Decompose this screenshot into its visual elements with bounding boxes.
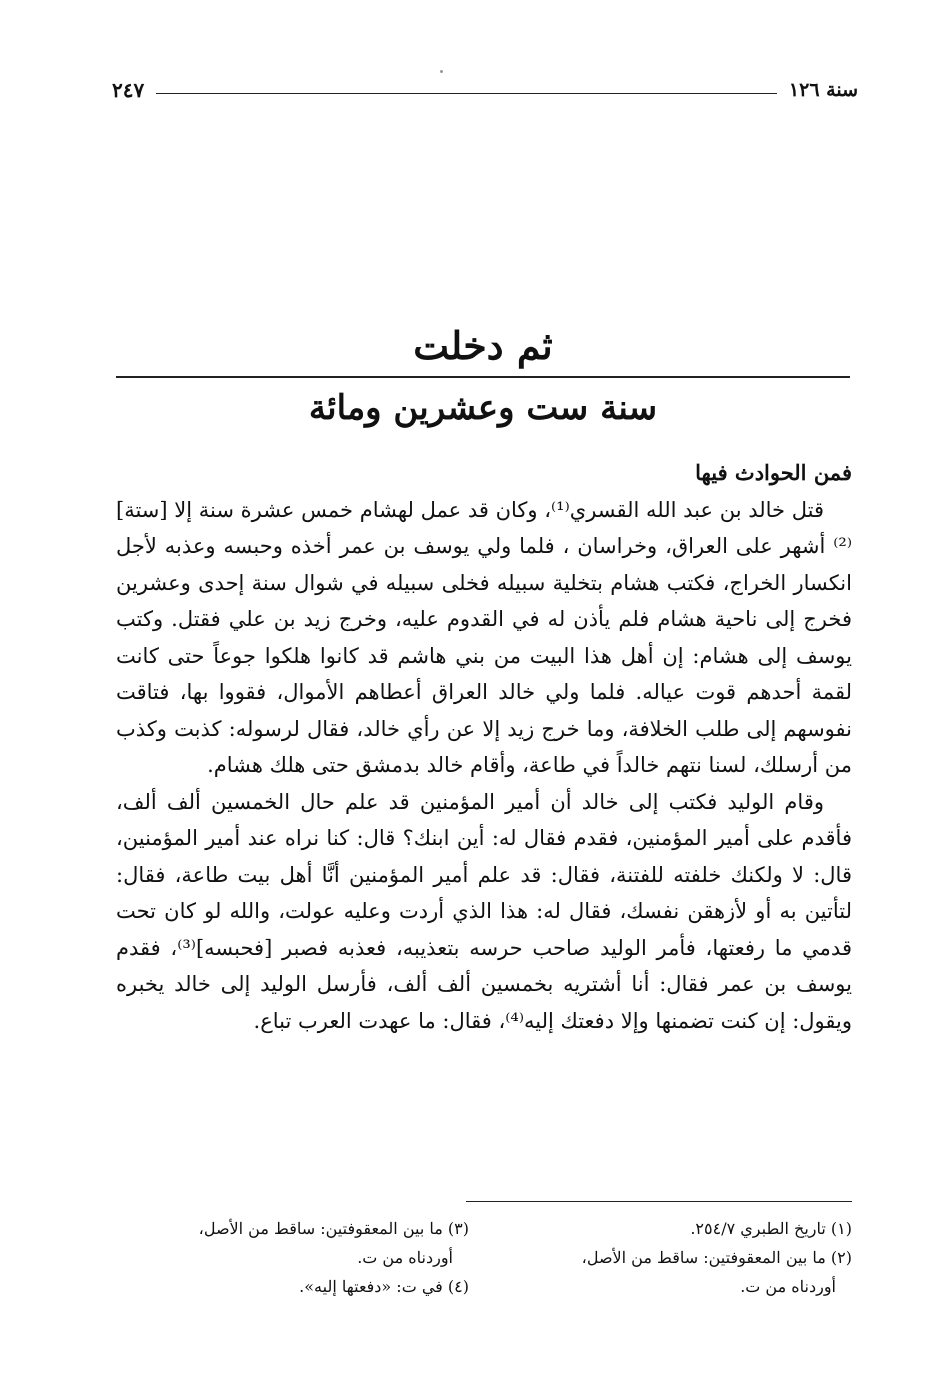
footnote-1: (١) تاريخ الطبري ٢٥٤/٧. — [690, 1219, 852, 1238]
paragraph-2: وقام الوليد فكتب إلى خالد أن أمير المؤمنين قد علم حال الخمسين ألف ألف، فأقدم على أمير المؤمنين، فقدم فقال له: أين ابنك؟ قال: كنا نراه عند أمير المؤمنين، قال: لا ولكنك خلفته للفتنة، فقال: قد علم أمير المؤمنين أنَّا أهل بيت طاعة، فقال: لتأتين به أو لأزهقن نفسك، فقال له: هذا الذي أردت وعليه عولت، والله لو كان تحت قدمي ما رفعتها، فأمر الوليد صاحب حرسه بتعذيبه، فعذبه فصبر [فحبسه]⁽³⁾، فقدم يوسف بن عمر فقال: أنا أشتريه بخمسين ألف ألف، فأرسل الوليد إلى خالد يخبره ويقول: إن كنت تضمنها وإلا دفعتك إليه⁽⁴⁾، فقال: ما عهدت العرب تباع. — [116, 789, 852, 1033]
chapter-title-line2: سنة ست وعشرين ومائة — [308, 388, 658, 428]
running-title: سنة ١٢٦ — [788, 79, 858, 101]
footnote-rule — [466, 1201, 852, 1202]
footnote-4: (٤) في ت: «دفعتها إليه». — [299, 1277, 469, 1296]
section-heading: فمن الحوادث فيها — [695, 460, 852, 485]
chapter-title — [116, 320, 850, 432]
title-rule — [116, 376, 850, 378]
footnotes — [116, 1214, 852, 1301]
footnote-2-continued: أوردناه من ت. — [740, 1277, 836, 1296]
footnotes-right-column — [499, 1214, 852, 1301]
footnote-3: (٣) ما بين المعقوفتين: ساقط من الأصل، — [198, 1219, 469, 1238]
header-rule — [156, 93, 777, 94]
chapter-title-line1: ثم دخلت — [413, 323, 553, 368]
running-header — [112, 70, 858, 110]
footnote-3-continued: أوردناه من ت. — [357, 1248, 453, 1267]
paragraph-1: قتل خالد بن عبد الله القسري⁽¹⁾، وكان قد عمل لهشام خمس عشرة سنة إلا [ستة]⁽²⁾ أشهر على العراق، وخراسان ، فلما ولي يوسف بن عمر أخذه وحبسه وعذبه لأجل انكسار الخراج، فكتب هشام بتخلية سبيله فخلى سبيله في شوال سنة إحدى وعشرين فخرج إلى ناحية هشام فلم يأذن له في القدوم عليه، وخرج زيد بن علي فقتل. وكتب يوسف إلى هشام: إن أهل هذا البيت من بني هاشم قد كانوا هلكوا جوعاً حتى كانت لقمة أحدهم قوت عياله. فلما ولي خالد العراق أعطاهم الأموال، فقووا بها، فتاقت نفوسهم إلى طلب الخلافة، وما خرج زيد إلا عن رأي خالد، فقال لرسوله: كذبت وكذب من أرسلك، لسنا نتهم خالداً في طاعة، وأقام خالد بدمشق حتى هلك هشام. — [116, 497, 852, 777]
page-number: ٢٤٧ — [112, 78, 145, 102]
footnotes-left-column — [116, 1214, 469, 1301]
footnote-2: (٢) ما بين المعقوفتين: ساقط من الأصل، — [581, 1248, 852, 1267]
main-text — [116, 455, 852, 1039]
